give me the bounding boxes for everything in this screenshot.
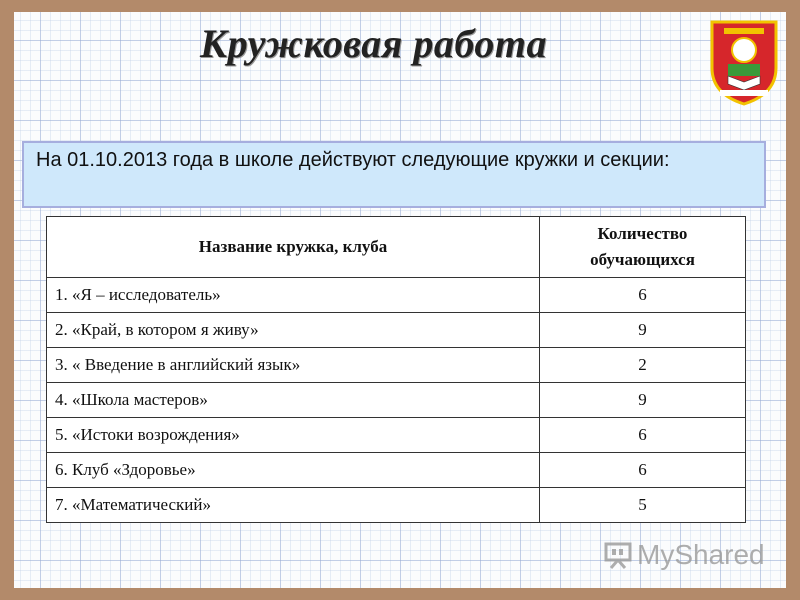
student-count: 2 [540, 348, 746, 383]
school-emblem-icon [706, 16, 782, 106]
student-count: 9 [540, 383, 746, 418]
club-name: 5. «Истоки возрождения» [47, 418, 540, 453]
table-row [47, 453, 746, 488]
clubs-table [46, 216, 746, 523]
column-header-name: Название кружка, клуба [47, 217, 540, 278]
student-count: 5 [540, 488, 746, 523]
watermark[interactable] [603, 535, 773, 575]
table-row [47, 488, 746, 523]
student-count: 6 [540, 278, 746, 313]
club-name: 7. «Математический» [47, 488, 540, 523]
student-count: 6 [540, 418, 746, 453]
myshared-logo-icon [603, 540, 633, 570]
column-header-count: Количество обучающихся [540, 217, 746, 278]
table-row [47, 313, 746, 348]
watermark-text: MyShared [637, 539, 765, 570]
student-count: 6 [540, 453, 746, 488]
page-title: Кружковая работа [200, 21, 547, 66]
table-row [47, 278, 746, 313]
club-name: 2. «Край, в котором я живу» [47, 313, 540, 348]
table-row [47, 383, 746, 418]
table-row [47, 348, 746, 383]
student-count: 9 [540, 313, 746, 348]
club-name: 6. Клуб «Здоровье» [47, 453, 540, 488]
info-box: На 01.10.2013 года в школе действуют следующие кружки и секции: [22, 141, 766, 208]
table-header-row [47, 217, 746, 278]
club-name: 4. «Школа мастеров» [47, 383, 540, 418]
table-row [47, 418, 746, 453]
club-name: 3. « Введение в английский язык» [47, 348, 540, 383]
club-name: 1. «Я – исследователь» [47, 278, 540, 313]
